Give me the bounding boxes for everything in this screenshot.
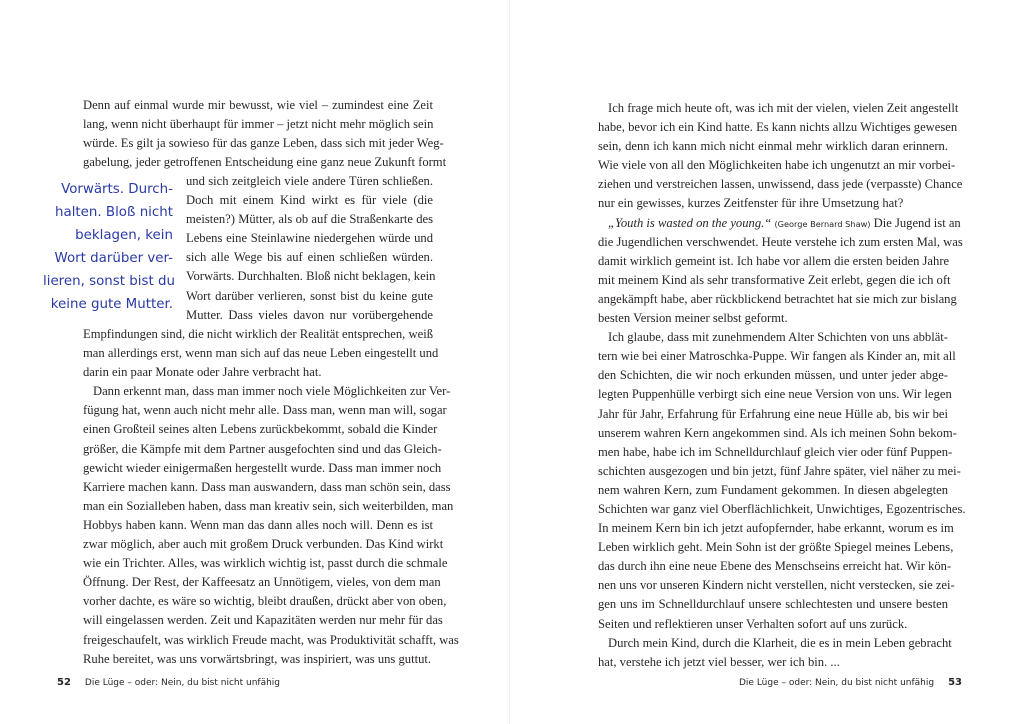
quote-continuation: Die Jugend ist an	[873, 215, 961, 230]
pull-quote-line: beklagen, kein	[75, 228, 173, 243]
text-line: meisten?) Mütter, als ob auf die Straßenkarte des	[186, 212, 433, 227]
right-paragraph-1	[598, 99, 966, 672]
text-line: Durch mein Kind, durch die Klarheit, die es in mein Leben gebracht	[608, 635, 952, 650]
text-line: sich alle Wege bis auf einen schließen würden.	[186, 250, 433, 265]
text-line: die Jugendlichen verschwendet. Heute verstehe ich zum ersten Mal, was	[598, 234, 963, 249]
text-line: Lebens eine Steinlawine niedergehen würde und	[186, 231, 433, 246]
text-line: Wie viele von all den Möglichkeiten habe ich ungenutzt an mir vorbei-	[598, 158, 956, 173]
text-line: Denn auf einmal wurde mir bewusst, wie viel – zumindest eine Zeit	[83, 98, 433, 112]
text-line: will eingelassen werden. Zeit und Kapazitäten werden nur mehr für das	[83, 613, 443, 628]
text-line: Ruhe bereitet, was uns vorwärtsbringt, was inspiriert, was uns guttut.	[83, 651, 432, 666]
text-line: einen Großteil seines alten Lebens zurückbekommt, sobald die Kinder	[83, 422, 438, 437]
text-line: Seiten und reflektieren unser Verhalten sofort auf uns zurück.	[598, 616, 908, 631]
text-line: Jahr für Jahr, Erfahrung für Erfahrung eine neue Hülle ab, bis wir bei	[598, 406, 948, 421]
text-line: vorher dachte, es wäre so wichtig, bleibt draußen, drückt aber von oben,	[83, 594, 447, 609]
pull-quote-line: halten. Bloß nicht	[55, 205, 173, 220]
text-line: den Schichten, die wir noch erkunden müssen, und unter jeder abge-	[598, 368, 948, 383]
text-line: legten Puppenhülle verbirgt sich eine neue Version von uns. Wir legen	[598, 387, 952, 402]
pull-quote-line: keine gute Mutter.	[50, 297, 173, 312]
text-line: men habe, habe ich im Schnelldurchlauf gleich vier oder fünf Puppen-	[598, 444, 953, 459]
text-line: Öffnung. Der Rest, der Kaffeesatz an Unnötigem, vieles, von dem man	[83, 575, 441, 590]
left-footer	[57, 677, 280, 688]
text-line: wie ein Trichter. Alles, was wirklich wichtig ist, passt durch die schmale	[83, 556, 448, 571]
text-line: und sich zeitgleich viele andere Türen schließen.	[186, 174, 433, 188]
text-line: gewicht wieder einigermaßen hergestellt wurde. Dass man immer noch	[83, 460, 442, 475]
text-line: Ich frage mich heute oft, was ich mit der vielen, vielen Zeit angestellt	[608, 101, 959, 115]
left-top-paragraph	[83, 96, 447, 172]
text-line: gen uns im Schnelldurchlauf unsere schlechtesten und unsere besten	[598, 597, 948, 612]
text-line: darin ein paar Monate oder Jahre verbracht hat.	[83, 365, 322, 380]
text-line: tern wie bei einer Matroschka-Puppe. Wir fangen als Kinder an, mit all	[598, 349, 956, 364]
text-line: schichten ausgezogen und bin jetzt, fünf Jahre später, viel näher zu mei-	[598, 463, 961, 478]
text-line: freigeschaufelt, was wirklich Freude macht, was Produktivität schafft, was	[83, 632, 459, 647]
quote-line	[598, 214, 961, 233]
text-line: man ein Sozialleben haben, dass man kreativ sein, sich weiterbilden, man	[83, 498, 454, 513]
text-line: würde. Es gilt ja sowieso für das ganze Leben, dass sich mit jeder Weg-	[83, 136, 444, 151]
text-line: Doch mit einem Kind wirkt es für viele (die	[186, 193, 433, 208]
pull-quote-line: Vorwärts. Durch-	[61, 182, 173, 197]
text-line: besten Version meiner selbst geformt.	[598, 311, 788, 326]
running-head: Die Lüge – oder: Nein, du bist nicht unfähig	[739, 678, 935, 688]
text-line: das durch ihn eine neue Ebene des Menschseins erreicht hat. Wir kön-	[598, 559, 952, 574]
text-line: In meinem Kern bin ich jetzt aufopfernder, habe erkannt, worum es im	[598, 521, 954, 536]
text-line: Ich glaube, dass mit zunehmendem Alter Schichten von uns abblät-	[608, 330, 948, 345]
text-line: Dann erkennt man, dass man immer noch viele Möglichkeiten zur Ver-	[93, 384, 451, 399]
text-line: lang, wenn nicht überhaupt für immer – jetzt nicht mehr möglich sein	[83, 117, 434, 132]
text-line: Mutter. Dass vieles davon nur vorübergehende	[186, 307, 433, 322]
quote-source: (George Bernard Shaw)	[774, 218, 871, 229]
text-line: Hobbys haben kann. Wenn man das dann alles noch will. Denn es ist	[83, 517, 433, 532]
text-line: habe, bevor ich ein Kind hatte. Es kann nichts allzu Wichtiges gewesen	[598, 120, 958, 135]
left-wrapped-paragraph	[186, 172, 436, 325]
text-line: nur ein gewisses, kurzes Zeitfenster für ihre Umsetzung hat?	[598, 196, 904, 211]
text-line: hat, verstehe ich jetzt viel besser, wer ich bin. ...	[598, 654, 840, 669]
pull-quote	[43, 178, 173, 316]
text-line: zwar möglich, aber auch mit großem Druck verbunden. Das Kind wirkt	[83, 537, 444, 552]
left-bottom-paragraphs	[83, 325, 459, 669]
running-head: Die Lüge – oder: Nein, du bist nicht unfähig	[84, 678, 280, 688]
text-line: man allerdings erst, wenn man sich auf das neue Leben eingestellt und	[83, 346, 439, 361]
text-line: Leben wirklich geht. Mein Sohn ist der größte Spiegel meines Lebens,	[598, 540, 954, 555]
right-page	[510, 0, 1020, 724]
pull-quote-line: Wort darüber ver-	[54, 251, 173, 266]
page-number: 52	[57, 677, 71, 688]
text-line: Karriere machen kann. Dass man auswandern, dass man schön sein, dass	[83, 479, 451, 494]
text-line: mit meinem Kind als sehr transformative Zeit erlebt, gegen die ich oft	[598, 272, 951, 287]
text-line: Schichten war ganz viel Oberflächlichkeit, Unwichtiges, Egozentrisches.	[598, 501, 966, 516]
text-line: ziehen und verstreichen lassen, unwissend, dass jede (verpasste) Chance	[598, 177, 963, 192]
quote-text: „Youth is wasted on the young.“	[608, 215, 772, 230]
text-line: nem wahren Kern, zum Fundament gekommen. In diesen abgelegten	[598, 482, 948, 497]
page-number: 53	[948, 677, 962, 688]
text-line: unserem wahren Kern angekommen sind. Als ich meinen Sohn bekom-	[598, 425, 957, 440]
text-line: sein, denn ich kann mich nicht einmal mehr wirklich daran erinnern.	[598, 139, 948, 154]
text-line: Wort darüber verlieren, sonst bist du keine gute	[186, 288, 433, 303]
text-line: größer, die Kämpfe mit dem Partner ausgefochten sind und das Gleich-	[83, 441, 442, 456]
text-line: nen uns vor unseren Kindern nicht verstellen, nicht verstecken, sie zei-	[598, 578, 955, 593]
text-line: gabelung, jeder getroffenen Entscheidung eine ganz neue Zukunft formt	[83, 155, 447, 170]
text-line: damit wirklich gemeint ist. Ich habe vor allem die ersten beiden Jahre	[598, 253, 950, 268]
pull-quote-line: lieren, sonst bist du	[43, 274, 175, 289]
text-line: fügung hat, wenn auch nicht mehr alle. Dass man, wenn man will, sogar	[83, 403, 447, 418]
text-line: Empfindungen sind, die nicht wirklich der Realität entsprechen, weiß	[83, 327, 433, 341]
right-footer	[739, 677, 962, 688]
text-line: Vorwärts. Durchhalten. Bloß nicht beklagen, kein	[186, 269, 436, 284]
text-line: angekämpft habe, aber rückblickend betrachtet hat sie mich zur bislang	[598, 291, 957, 306]
